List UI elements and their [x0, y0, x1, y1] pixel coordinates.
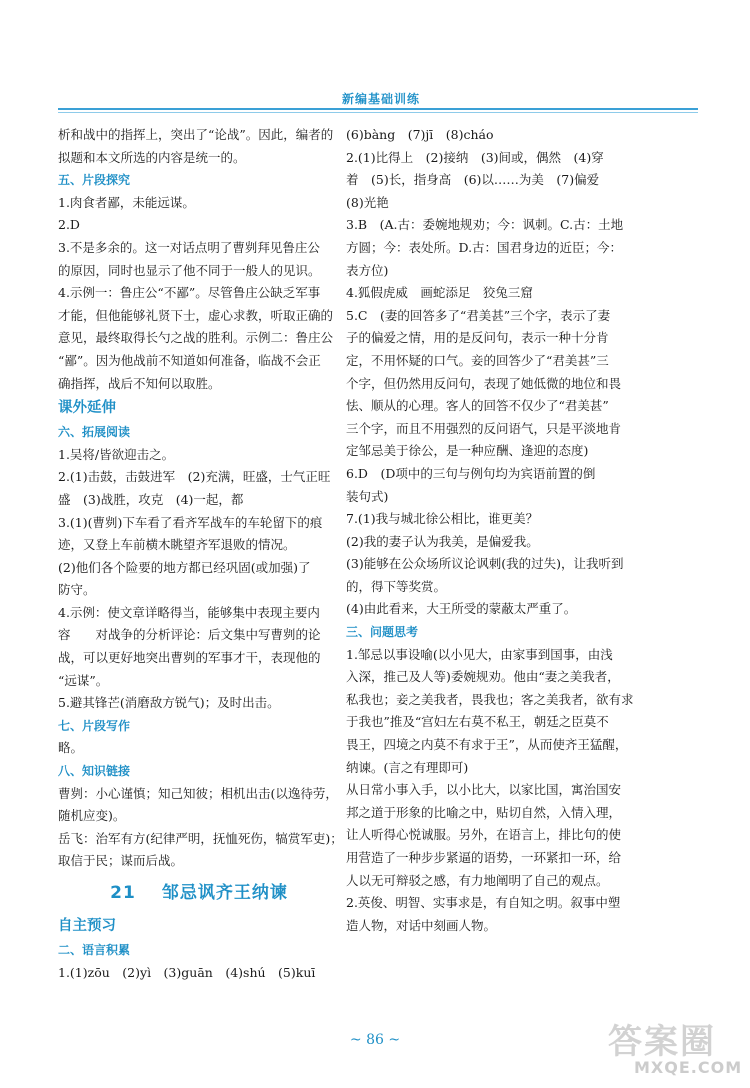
- text-line: 迹，又登上车前横木眺望齐军退败的情况。: [58, 537, 296, 553]
- text-line: 5.避其锋芒(消磨敌方锐气)；及时出击。: [58, 695, 280, 711]
- page-number: ~ 86 ~: [349, 1032, 401, 1048]
- text-line: 意见，最终取得长勺之战的胜利。示例二：鲁庄公: [58, 330, 334, 346]
- text-line: 容 对战争的分析评论：后文集中写曹刿的论: [58, 627, 321, 643]
- text-line: 7.(1)我与城北徐公相比，谁更美？: [346, 511, 539, 527]
- text-line: “远谋”。: [58, 672, 109, 688]
- left-column: [58, 124, 343, 984]
- text-line: “鄙”。因为他战前不知道如何准备，临战不会正: [58, 352, 321, 368]
- text-line: 4.示例一：鲁庄公“不鄙”。尽管鲁庄公缺乏军事: [58, 285, 321, 301]
- text-line: (6)bàng (7)jī (8)cháo: [346, 127, 494, 142]
- text-line: 取信于民；谋而后战。: [58, 853, 184, 869]
- right-column: [346, 124, 634, 937]
- text-line: 拟题和本文所选的内容是统一的。: [58, 149, 246, 165]
- text-line: 的，得下等奖赏。: [346, 578, 447, 594]
- text-line: 1.吴将/皆欲迎击之。: [58, 446, 175, 462]
- text-line: (2)我的妻子认为我美，是偏爱我。: [346, 533, 539, 549]
- text-line: 1.肉食者鄙，未能远谋。: [58, 194, 195, 210]
- text-line: (3)能够在公众场所议论讽刺(我的过失)，让我听到: [346, 556, 624, 572]
- text-line: 装句式): [346, 488, 389, 504]
- text-line: 人以无可辩驳之感，有力地阐明了自己的观点。: [346, 872, 609, 888]
- text-line: 方圆；今：表处所。D.古：国君身边的近臣；今：: [346, 239, 623, 255]
- text-line: 防守。: [58, 582, 96, 598]
- text-line: 析和战中的指挥上，突出了“论战”。因此，编者的: [58, 127, 334, 142]
- watermark-url: MXQE.COM: [634, 1058, 743, 1077]
- subsection-heading: 八、知识链接: [58, 764, 131, 779]
- text-line: 1.邹忌以事设喻(以小见大，由家事到国事，由浅: [346, 646, 613, 662]
- text-line: 怯、顺从的心理。客人的回答不仅少了“君美甚”: [346, 398, 609, 414]
- header-rule: [58, 108, 698, 110]
- text-line: 随机应变)。: [58, 808, 126, 824]
- text-line: 才能，但他能够礼贤下士，虚心求教，听取正确的: [58, 307, 334, 323]
- text-line: 私我也；妾之美我者，畏我也；客之美我者，欲有求: [346, 691, 634, 707]
- subsection-heading: 三、问题思考: [346, 625, 419, 640]
- watermark-text: 答案圈: [608, 1022, 716, 1062]
- lesson-title: [58, 873, 340, 913]
- text-line: 5.C (妻的回答多了“君美甚”三个字，表示了妻: [346, 307, 611, 323]
- text-line: 2.英俊、明智、实事求是，有自知之明。叙事中塑: [346, 895, 621, 911]
- text-line: 于我也”推及“宫妇左右莫不私王，朝廷之臣莫不: [346, 714, 609, 730]
- text-line: 战，可以更好地突出曹刿的军事才干，表现他的: [58, 650, 321, 666]
- text-line: 确指挥，战后不知何以取胜。: [58, 375, 221, 391]
- lesson-number: 21: [110, 883, 136, 903]
- text-line: 定邹忌美于徐公，是一种应酬、逢迎的态度): [346, 443, 589, 459]
- text-line: 让人听得心悦诚服。另外，在语言上，排比句的使: [346, 827, 622, 843]
- text-line: 岳飞：治军有方(纪律严明，抚恤死伤，犒赏军吏)；: [58, 830, 343, 846]
- text-line: 1.(1)zōu (2)yì (3)guān (4)shú (5)kuī: [58, 964, 316, 980]
- text-line: 入深，推己及人等)委婉规劝。他由“妻之美我者，: [346, 669, 620, 685]
- text-line: 定，不用怀疑的口气。妾的回答少了“君美甚”三: [346, 352, 609, 368]
- text-line: 表方位): [346, 262, 389, 278]
- text-line: 个字，但仍然用反问句，表现了她低微的地位和畏: [346, 375, 622, 391]
- header-rule-thin: [58, 112, 698, 113]
- subsection-heading: 二、语言积累: [58, 943, 131, 957]
- subsection-heading: 五、片段探究: [58, 173, 131, 188]
- section-heading: 课外延伸: [58, 400, 116, 417]
- text-line: 用营造了一种步步紧逼的语势，一环紧扣一环，给: [346, 850, 622, 865]
- text-line: 邦之道于形象的比喻之中，贴切自然，入情入理，: [346, 804, 622, 820]
- text-line: 2.D: [58, 217, 80, 233]
- text-line: 略。: [58, 740, 84, 756]
- text-line: 的原因，同时也显示了他不同于一般人的见识。: [58, 262, 321, 278]
- text-line: (2)他们各个险要的地方都已经巩固(或加强)了: [58, 559, 311, 575]
- text-line: 2.(1)击鼓，击鼓进军 (2)充满，旺盛，士气正旺: [58, 469, 331, 485]
- lesson-name: 邹忌讽齐王纳谏: [161, 883, 288, 903]
- page-header: [58, 88, 698, 118]
- text-line: 4.狐假虎威 画蛇添足 狡兔三窟: [346, 285, 533, 301]
- text-line: 4.示例：使文章详略得当，能够集中表现主要内: [58, 604, 320, 620]
- text-line: 3.(1)(曹刿)下车看了看齐军战车的车轮留下的痕: [58, 514, 323, 530]
- text-line: 着 (5)长，指身高 (6)以……为美 (7)偏爱: [346, 172, 600, 188]
- header-title: 新编基础训练: [341, 92, 420, 106]
- text-line: 从日常小事入手，以小比大，以家比国，寓治国安: [346, 782, 622, 798]
- subsection-heading: 六、拓展阅读: [58, 425, 131, 440]
- text-line: 畏王，四境之内莫不有求于王”，从而使齐王猛醒，: [346, 737, 628, 753]
- subsection-heading: 七、片段写作: [58, 718, 131, 733]
- watermark-logo: [594, 1014, 744, 1084]
- text-line: 造人物，对话中刻画人物。: [346, 917, 497, 933]
- text-line: 2.(1)比得上 (2)接纳 (3)间或，偶然 (4)穿: [346, 149, 604, 165]
- text-line: 纳谏。(言之有理即可): [346, 759, 469, 775]
- text-line: (8)光艳: [346, 194, 389, 210]
- text-line: 6.D (D项中的三句与例句均为宾语前置的倒: [346, 465, 596, 481]
- text-line: 三个字，而且不用强烈的反问语气，只是平淡地肯: [346, 420, 622, 436]
- text-line: (4)由此看来，大王所受的蒙蔽太严重了。: [346, 601, 577, 617]
- section-heading: 自主预习: [58, 918, 116, 934]
- text-line: 盛 (3)战胜，攻克 (4)一起，都: [58, 491, 244, 507]
- text-line: 子的偏爱之情，用的是反问句，表示一种十分肯: [346, 330, 609, 346]
- text-line: 3.不是多余的。这一对话点明了曹刿拜见鲁庄公: [58, 239, 320, 255]
- text-line: 3.B (A.古：委婉地规劝；今：讽刺。C.古：土地: [346, 217, 624, 233]
- text-line: 曹刿：小心谨慎；知己知彼；相机出击(以逸待劳，: [58, 785, 338, 801]
